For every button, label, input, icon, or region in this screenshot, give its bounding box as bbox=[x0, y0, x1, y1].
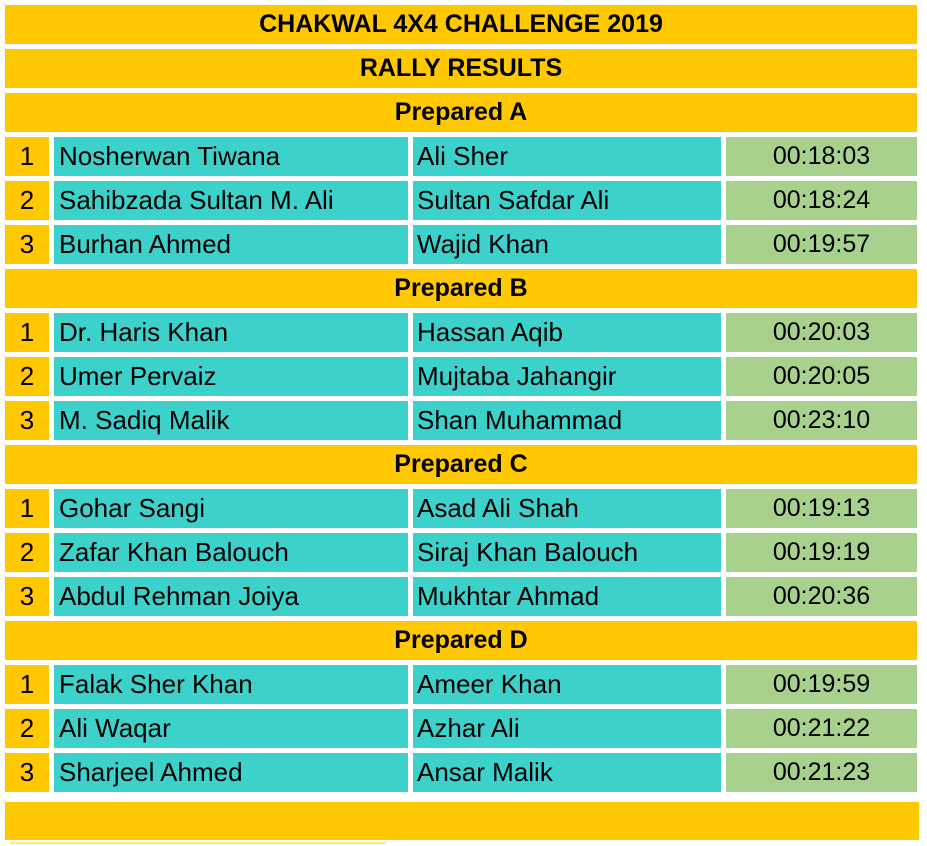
sheet-title: CHAKWAL 4X4 CHALLENGE 2019 bbox=[5, 5, 917, 44]
table-row bbox=[5, 225, 917, 264]
driver-cell: Umer Pervaiz bbox=[54, 357, 408, 396]
time-cell: 00:21:23 bbox=[726, 753, 917, 792]
navigator-cell: Siraj Khan Balouch bbox=[413, 533, 721, 572]
rank-cell: 3 bbox=[5, 225, 49, 264]
footer-band bbox=[5, 802, 919, 840]
category-header: Prepared D bbox=[5, 621, 917, 660]
table-row bbox=[5, 313, 917, 352]
driver-cell: Zafar Khan Balouch bbox=[54, 533, 408, 572]
time-cell: 00:19:57 bbox=[726, 225, 917, 264]
navigator-cell: Hassan Aqib bbox=[413, 313, 721, 352]
time-cell: 00:18:24 bbox=[726, 181, 917, 220]
table-row bbox=[5, 357, 917, 396]
table-row bbox=[5, 533, 917, 572]
time-cell: 00:21:22 bbox=[726, 709, 917, 748]
navigator-cell: Mujtaba Jahangir bbox=[413, 357, 721, 396]
driver-cell: Ali Waqar bbox=[54, 709, 408, 748]
results-sheet bbox=[5, 5, 917, 797]
time-cell: 00:19:19 bbox=[726, 533, 917, 572]
navigator-cell: Asad Ali Shah bbox=[413, 489, 721, 528]
driver-cell: Sharjeel Ahmed bbox=[54, 753, 408, 792]
driver-cell: Sahibzada Sultan M. Ali bbox=[54, 181, 408, 220]
navigator-cell: Sultan Safdar Ali bbox=[413, 181, 721, 220]
navigator-cell: Shan Muhammad bbox=[413, 401, 721, 440]
rank-cell: 1 bbox=[5, 665, 49, 704]
navigator-cell: Azhar Ali bbox=[413, 709, 721, 748]
footer-divider bbox=[10, 842, 386, 844]
time-cell: 00:19:13 bbox=[726, 489, 917, 528]
rank-cell: 2 bbox=[5, 357, 49, 396]
driver-cell: Burhan Ahmed bbox=[54, 225, 408, 264]
table-row bbox=[5, 709, 917, 748]
rank-cell: 2 bbox=[5, 533, 49, 572]
driver-cell: Gohar Sangi bbox=[54, 489, 408, 528]
navigator-cell: Mukhtar Ahmad bbox=[413, 577, 721, 616]
driver-cell: Dr. Haris Khan bbox=[54, 313, 408, 352]
rank-cell: 3 bbox=[5, 577, 49, 616]
category-header: Prepared C bbox=[5, 445, 917, 484]
category-header: Prepared B bbox=[5, 269, 917, 308]
rank-cell: 2 bbox=[5, 181, 49, 220]
driver-cell: M. Sadiq Malik bbox=[54, 401, 408, 440]
table-row bbox=[5, 181, 917, 220]
rank-cell: 3 bbox=[5, 401, 49, 440]
driver-cell: Abdul Rehman Joiya bbox=[54, 577, 408, 616]
rank-cell: 3 bbox=[5, 753, 49, 792]
time-cell: 00:20:05 bbox=[726, 357, 917, 396]
time-cell: 00:19:59 bbox=[726, 665, 917, 704]
table-row bbox=[5, 665, 917, 704]
time-cell: 00:23:10 bbox=[726, 401, 917, 440]
table-row bbox=[5, 401, 917, 440]
rank-cell: 1 bbox=[5, 137, 49, 176]
navigator-cell: Ameer Khan bbox=[413, 665, 721, 704]
sheet-subtitle: RALLY RESULTS bbox=[5, 49, 917, 88]
time-cell: 00:20:03 bbox=[726, 313, 917, 352]
navigator-cell: Wajid Khan bbox=[413, 225, 721, 264]
table-row bbox=[5, 753, 917, 792]
rank-cell: 1 bbox=[5, 313, 49, 352]
driver-cell: Nosherwan Tiwana bbox=[54, 137, 408, 176]
navigator-cell: Ansar Malik bbox=[413, 753, 721, 792]
table-row bbox=[5, 489, 917, 528]
time-cell: 00:18:03 bbox=[726, 137, 917, 176]
time-cell: 00:20:36 bbox=[726, 577, 917, 616]
table-row bbox=[5, 577, 917, 616]
driver-cell: Falak Sher Khan bbox=[54, 665, 408, 704]
navigator-cell: Ali Sher bbox=[413, 137, 721, 176]
category-header: Prepared A bbox=[5, 93, 917, 132]
table-row bbox=[5, 137, 917, 176]
rank-cell: 1 bbox=[5, 489, 49, 528]
rank-cell: 2 bbox=[5, 709, 49, 748]
